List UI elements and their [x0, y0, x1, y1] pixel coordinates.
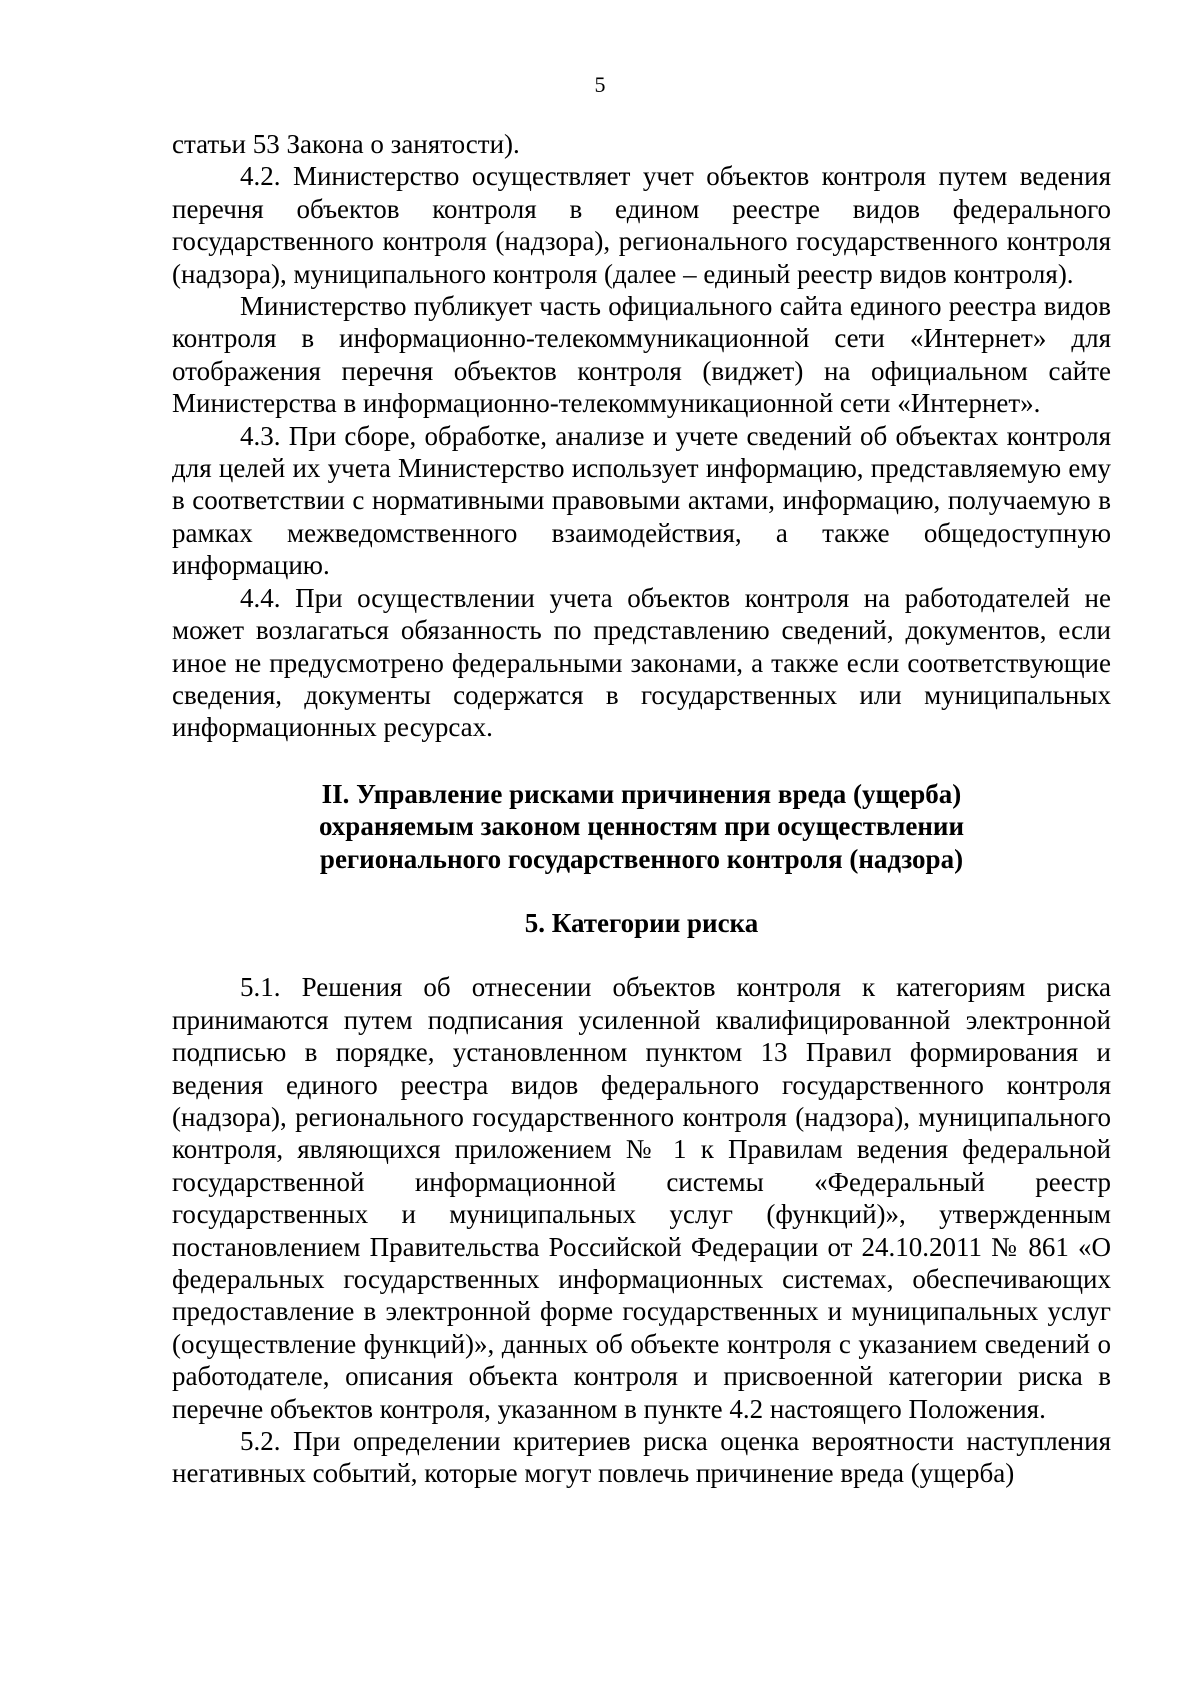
- document-body: [172, 128, 1111, 1490]
- paragraph: 5.2. При определении критериев риска оценка вероятности наступления негативных событий, которые могут повлечь причинение вреда (ущерба): [172, 1426, 1111, 1489]
- paragraph: 4.2. Министерство осуществляет учет объектов контроля путем ведения перечня объектов контроля в едином реестре видов федерального государственного контроля (надзора), регионального государственного контроля (надзора), муниципального контроля (далее – единый реестр видов контроля).: [172, 161, 1111, 289]
- section-heading-line: охраняемым законом ценностям при осуществлении: [318, 811, 965, 842]
- section-heading-line: II. Управление рисками причинения вреда (ущерба): [321, 778, 962, 809]
- section-heading: [172, 778, 1111, 875]
- page-number: 5: [594, 72, 606, 97]
- paragraph: 5.1. Решения об отнесении объектов контроля к категориям риска принимаются путем подписания усиленной квалифицированной электронной подписью в порядке, установленном пунктом 13 Правил формирования и ведения единого реестра видов федерального государственного контроля (надзора), регионального государственного контроля (надзора), муниципального контроля, являющихся приложением № 1 к Правилам ведения федеральной государственной информационной системы «Федеральный реестр государственных и муниципальных услуг (функций)», утвержденным постановлением Правительства Российской Федерации от 24.10.2011 № 861 «О федеральных государственных информационных системах, обеспечивающих предоставление в электронной форме государственных и муниципальных услуг (осуществление функций)», данных об объекте контроля с указанием сведений о работодателе, описания объекта контроля и присвоенной категории риска в перечне объектов контроля, указанном в пункте 4.2 настоящего Положения.: [172, 972, 1111, 1424]
- section-heading-line: регионального государственного контроля (надзора): [319, 843, 964, 874]
- paragraph: 4.3. При сборе, обработке, анализе и учете сведений об объектах контроля для целей их учета Министерство использует информацию, представляемую ему в соответствии с нормативными правовыми актами, информацию, получаемую в рамках межведомственного взаимодействия, а также общедоступную информацию.: [172, 420, 1111, 581]
- paragraph: Министерство публикует часть официального сайта единого реестра видов контроля в информационно-телекоммуникационной сети «Интернет» для отображения перечня объектов контроля (виджет) на официальном сайте Министерства в информационно-телекоммуникационной сети «Интернет».: [172, 291, 1111, 419]
- paragraph: 4.4. При осуществлении учета объектов контроля на работодателей не может возлагаться обязанность по представлению сведений, документов, если иное не предусмотрено федеральными законами, а также если соответствующие сведения, документы содержатся в государственных или муниципальных информационных ресурсах.: [172, 582, 1111, 743]
- subsection-heading: 5. Категории риска: [524, 907, 759, 938]
- paragraph: статьи 53 Закона о занятости).: [172, 129, 520, 159]
